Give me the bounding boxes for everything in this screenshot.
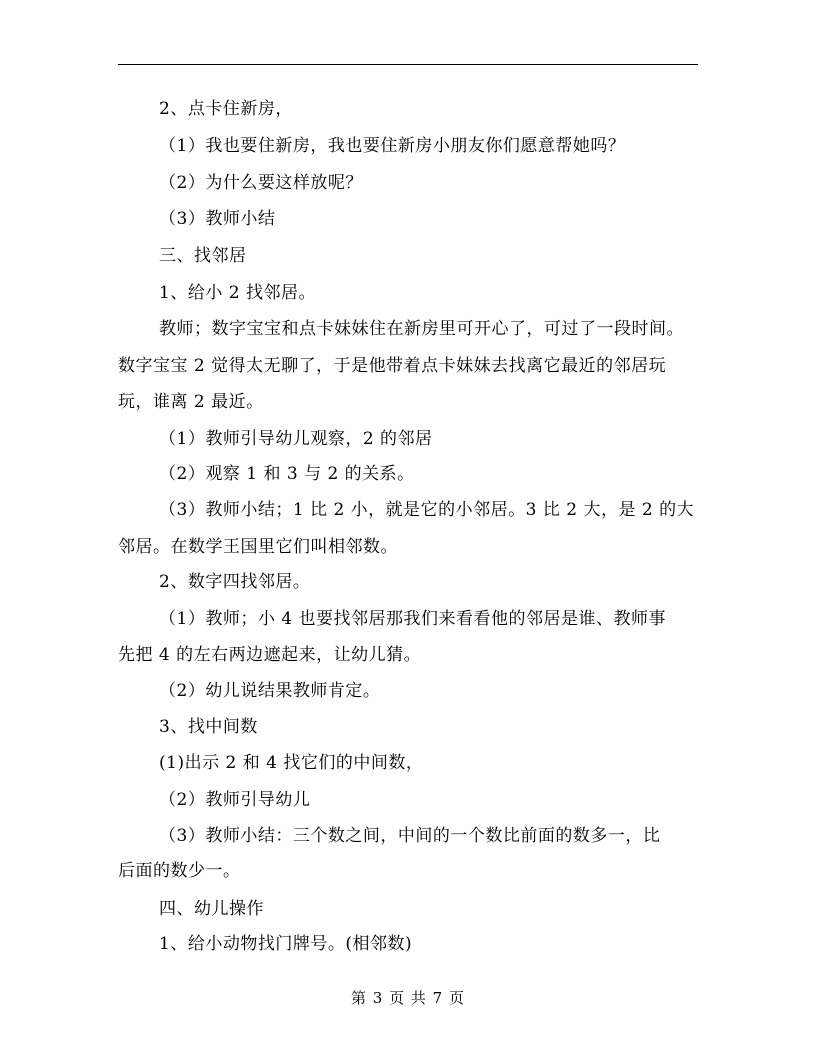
text-line: 2、点卡住新房，	[159, 99, 293, 119]
text-line: 邻居。在数学王国里它们叫相邻数。	[118, 537, 398, 557]
section-heading: 四、幼儿操作	[159, 899, 264, 919]
section-heading: 三、找邻居	[159, 246, 247, 266]
text-line: 数字宝宝 2 觉得太无聊了，于是他带着点卡妹妹去找离它最近的邻居玩	[118, 356, 667, 376]
header-rule	[118, 64, 698, 65]
text-line: 后面的数少一。	[118, 861, 241, 881]
page-number: 第 3 页 共 7 页	[351, 989, 465, 1007]
text-line: 先把 4 的左右两边遮起来，让幼儿猜。	[118, 645, 422, 665]
text-line: （1）教师；小 4 也要找邻居那我们来看看他的邻居是谁、教师事	[159, 609, 666, 629]
text-line: (1)出示 2 和 4 找它们的中间数，	[159, 753, 424, 773]
text-line: （2）为什么要这样放呢？	[159, 173, 363, 193]
text-line: （2）观察 1 和 3 与 2 的关系。	[159, 464, 415, 484]
text-line: （2）幼儿说结果教师肯定。	[159, 681, 381, 701]
text-line: 2、数字四找邻居。	[159, 572, 311, 592]
text-line: 3、找中间数	[159, 717, 258, 737]
text-line: （3）教师小结：三个数之间，中间的一个数比前面的数多一，比	[159, 826, 661, 846]
text-line: 玩，谁离 2 最近。	[118, 392, 264, 412]
text-line: （3）教师小结；1 比 2 小，就是它的小邻居。3 比 2 大，是 2 的大	[159, 500, 695, 520]
text-line: （2）教师引导幼儿	[159, 790, 311, 810]
text-line: 1、给小 2 找邻居。	[159, 283, 316, 303]
text-line: 1、给小动物找门牌号。(相邻数)	[159, 934, 413, 954]
text-line: （3）教师小结	[159, 209, 276, 229]
text-line: 教师；数字宝宝和点卡妹妹住在新房里可开心了，可过了一段时间。	[159, 319, 684, 339]
text-line: （1）教师引导幼儿观察，2 的邻居	[159, 429, 433, 449]
text-line: （1）我也要住新房，我也要住新房小朋友你们愿意帮她吗？	[159, 136, 626, 156]
